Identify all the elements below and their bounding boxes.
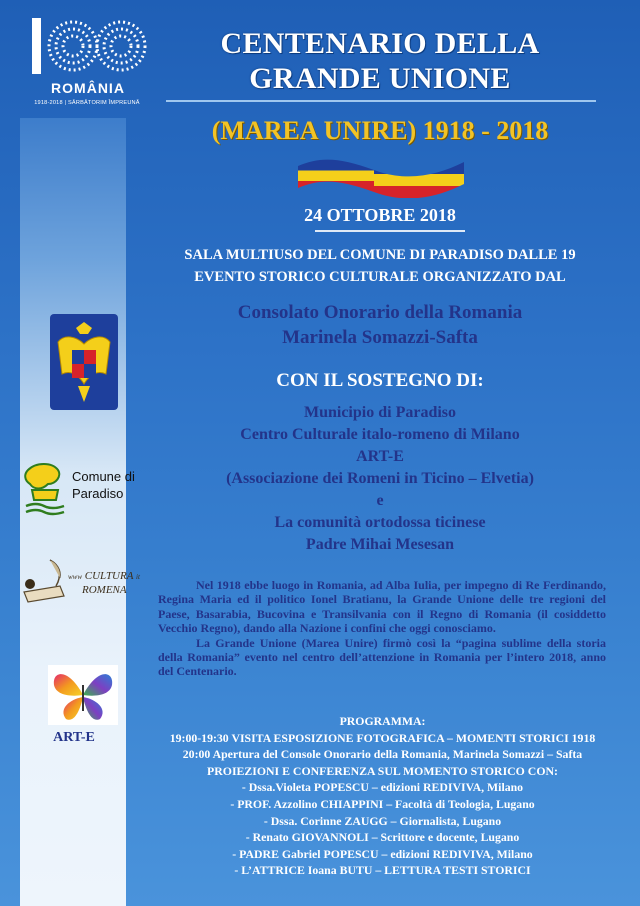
title-divider [166, 100, 596, 102]
program [150, 713, 615, 879]
title-line-2: GRANDE UNIONE [249, 62, 511, 95]
description-paragraph-1: Nel 1918 ebbe luogo in Romania, ad Alba Iulia, per impegno di Re Ferdinando, Regina Maria ed il politico Ionel Bratianu, la Grande Unione delle tre regioni del Paese, Basarabia, Bucovina e Transilvania con il Regno di Romania (il cosiddetto Vecchio Regno), dando alla Nazione i confini che oggi conosciamo. [158, 578, 606, 636]
title-line-1: CENTENARIO DELLA [220, 27, 540, 60]
romania-coat-of-arms-icon [48, 312, 120, 412]
description-paragraph-2: La Grande Unione (Marea Unire) firmò così la “pagina sublime della storia della Romania” evento nel centro dell’attenzione in Romania per l’intero 2018, anno del Centenario. [158, 635, 606, 679]
cultura-suffix: it [136, 573, 140, 581]
paradiso-line-1: Comune di [72, 469, 135, 484]
page-title [165, 26, 595, 96]
supporter-item: La comunità ortodossa ticinese [274, 514, 486, 531]
romanian-flag-ribbon-icon [296, 156, 466, 198]
cultura-line-2: ROMENA [82, 584, 127, 596]
supporter-item: e [376, 492, 384, 509]
organizer-line-1: Consolato Onorario della Romania [237, 302, 523, 323]
program-line: - Dssa.Violeta POPESCU – edizioni REDIVIVA, Milano [241, 780, 524, 795]
program-line: - Renato GIOVANNOLI – Scrittore e docente, Lugano [245, 830, 520, 845]
program-line: - L’ATTRICE Ioana BUTU – LETTURA TESTI STORICI [234, 863, 531, 878]
art-e-butterfly-icon [48, 665, 118, 725]
supporter-item: ART-E [356, 448, 404, 465]
supporter-item: Centro Culturale italo-romeno di Milano [240, 426, 520, 443]
cultura-prefix: www [68, 573, 83, 581]
logo-name: ROMÂNIA [51, 80, 125, 96]
cultura-romena-logo [20, 556, 150, 606]
subtitle: (MAREA UNIRE) 1918 - 2018 [211, 116, 549, 145]
event-date: 24 OTTOBRE 2018 [304, 205, 456, 225]
program-line: 20:00 Apertura del Console Onorario della Romania, Marinela Somazzi – Safta [182, 747, 583, 762]
cultura-line-1: CULTURA [84, 570, 134, 582]
program-line: - Dssa. Corinne ZAUGG – Giornalista, Lugano [263, 813, 502, 828]
program-line: PROIEZIONI E CONFERENZA SUL MOMENTO STORICO CON: [207, 763, 558, 778]
support-heading: CON IL SOSTEGNO DI: [276, 370, 484, 391]
romania-centenary-logo [22, 14, 152, 110]
venue-line-2: EVENTO STORICO CULTURALE ORGANIZZATO DAL [194, 269, 566, 285]
paradiso-lion-icon [22, 460, 68, 516]
organizer [160, 300, 600, 350]
organizer-line-2: Marinela Somazzi-Safta [282, 327, 478, 348]
program-heading: PROGRAMMA: [339, 714, 426, 728]
supporters-list [160, 402, 600, 556]
paradiso-line-2: Paradiso [72, 486, 124, 501]
event-venue [150, 244, 610, 288]
program-line: - PROF. Azzolino CHIAPPINI – Facoltà di Teologia, Lugano [230, 796, 535, 811]
art-e-label: ART-E [53, 730, 95, 745]
description [158, 578, 606, 679]
logo-tagline: 1918-2018 | SĂRBĂTORIM ÎMPREUNĂ [34, 100, 140, 106]
centenary-100-icon [28, 14, 148, 78]
comune-di-paradiso-logo [22, 460, 152, 516]
supporter-item: (Associazione dei Romeni in Ticino – Elvetia) [226, 470, 534, 487]
program-line: - PADRE Gabriel POPESCU – edizioni REDIVIVA, Milano [232, 846, 533, 861]
supporter-item: Padre Mihai Mesesan [305, 536, 455, 553]
program-line: 19:00-19:30 VISITA ESPOSIZIONE FOTOGRAFICA – MOMENTI STORICI 1918 [169, 730, 596, 745]
date-divider [315, 230, 465, 232]
supporter-item: Municipio di Paradiso [303, 404, 457, 421]
venue-line-1: SALA MULTIUSO DEL COMUNE DI PARADISO DALLE 19 [184, 247, 576, 263]
